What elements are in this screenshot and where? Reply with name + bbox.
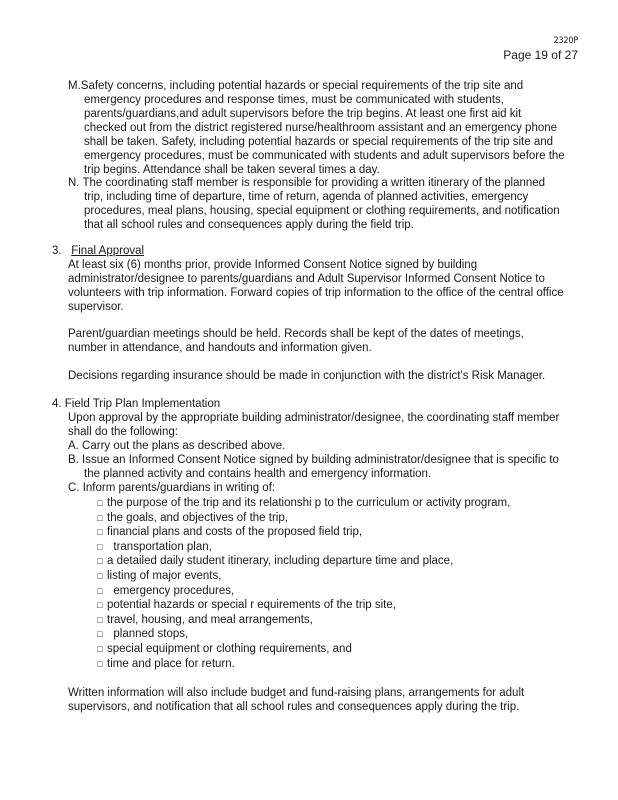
list-item-text: time and place for return.	[107, 657, 235, 670]
text-line: supervisor.	[68, 301, 124, 313]
list-item	[97, 496, 510, 511]
policy-code: 2320P	[553, 36, 578, 46]
checkbox-bullet-icon: □	[97, 527, 103, 538]
text-line: supervisors, and notification that all school rules and consequences apply during the trip.	[68, 701, 520, 713]
section-3-number: 3.	[52, 245, 62, 257]
section-3-para-1	[68, 258, 598, 314]
text-line: administrator/designee to parents/guardians and Adult Supervisor Informed Consent Notice to	[68, 273, 545, 285]
list-item	[97, 598, 510, 613]
text-line: the planned activity and contains health and emergency information.	[84, 468, 432, 480]
list-item	[97, 525, 510, 540]
section-4-closing	[68, 686, 598, 714]
checkbox-bullet-icon: □	[97, 629, 103, 640]
section-4-item-b	[68, 453, 598, 481]
section-3-para-3	[68, 369, 598, 383]
list-item	[97, 627, 510, 642]
list-item-text: financial plans and costs of the proposed field trip,	[107, 526, 363, 539]
checkbox-bullet-icon: □	[97, 541, 103, 552]
text-line: C. Inform parents/guardians in writing of:	[68, 482, 276, 494]
text-line: shall do the following:	[68, 426, 178, 438]
item-m-line: emergency procedures, must be communicated with students and adult supervisors before the	[84, 150, 565, 162]
checkbox-bullet-icon: □	[97, 643, 103, 654]
item-m-line: trip begins. Attendance shall be taken several times a day.	[84, 164, 380, 176]
text-line: A. Carry out the plans as described above.	[68, 440, 286, 452]
list-item-text: emergency procedures,	[107, 584, 235, 597]
text-line: Decisions regarding insurance should be made in conjunction with the district's Risk Manager.	[68, 370, 546, 382]
text-line: Written information will also include budget and fund-raising plans, arrangements for adult	[68, 687, 525, 699]
item-m-line: shall be taken. Safety, including potential hazards or special requirements of the trip site and	[84, 136, 554, 148]
bullet-list	[97, 496, 510, 671]
checkbox-bullet-icon: □	[97, 556, 103, 567]
section-3-heading	[52, 244, 144, 258]
text-line: number in attendance, and handouts and information given.	[68, 342, 372, 354]
list-item-text: listing of major events,	[107, 569, 222, 582]
section-4-item-c	[68, 481, 598, 495]
text-line: At least six (6) months prior, provide Informed Consent Notice signed by building	[68, 259, 478, 271]
item-n-line: that all school rules and consequences apply during the field trip.	[84, 219, 414, 231]
text-line: B. Issue an Informed Consent Notice signed by building administrator/designee that is specific to	[68, 454, 559, 466]
list-item	[97, 584, 510, 599]
list-item	[97, 642, 510, 657]
item-m-line: parents/guardians,and adult supervisors before the trip begins. At least one first aid kit	[84, 108, 522, 120]
text-line: Parent/guardian meetings should be held. Records shall be kept of the dates of meetings,	[68, 328, 524, 340]
item-n-line: trip, including time of departure, time of return, agenda of planned activities, emergency	[84, 191, 529, 203]
list-item	[97, 511, 510, 526]
item-m-line: emergency procedures and response times, must be communicated with students,	[84, 94, 504, 106]
checkbox-bullet-icon: □	[97, 512, 103, 523]
list-item-text: planned stops,	[107, 628, 189, 641]
checkbox-bullet-icon: □	[97, 498, 103, 508]
list-item-text: potential hazards or special r equirements of the trip site,	[107, 599, 396, 612]
checkbox-bullet-icon: □	[97, 658, 103, 669]
checkbox-bullet-icon: □	[97, 570, 103, 581]
list-item-text: travel, housing, and meal arrangements,	[107, 613, 313, 626]
item-m	[68, 79, 598, 177]
list-item	[97, 569, 510, 584]
item-m-line: M.Safety concerns, including potential hazards or special requirements of the trip site and	[68, 80, 524, 92]
list-item-text: the purpose of the trip and its relationshi p to the curriculum or activity program,	[107, 497, 511, 509]
checkbox-bullet-icon: □	[97, 585, 103, 596]
checkbox-bullet-icon: □	[97, 614, 103, 625]
checkbox-bullet-icon: □	[97, 600, 103, 611]
list-item	[97, 613, 510, 628]
list-item	[97, 554, 510, 569]
item-n-line: N. The coordinating staff member is responsible for providing a written itinerary of the planned	[68, 177, 546, 189]
section-4-intro	[68, 411, 598, 439]
section-4-item-a	[68, 439, 598, 453]
section-4-heading: 4. Field Trip Plan Implementation	[52, 398, 221, 410]
list-item	[97, 540, 510, 555]
section-3-para-2	[68, 327, 598, 355]
page-number: Page 19 of 27	[503, 48, 578, 62]
list-item-text: a detailed daily student itinerary, including departure time and place,	[107, 555, 454, 568]
list-item-text: special equipment or clothing requirements, and	[107, 642, 352, 655]
item-n-line: procedures, meal plans, housing, special equipment or clothing requirements, and notification	[84, 205, 560, 217]
text-line: volunteers with trip information. Forward copies of trip information to the office of the central office	[68, 287, 564, 299]
list-item-text: transportation plan,	[107, 540, 212, 553]
list-item	[97, 657, 510, 672]
item-n	[68, 176, 598, 232]
item-m-line: checked out from the district registered nurse/healthroom assistant and an emergency phone	[84, 122, 558, 134]
list-item-text: the goals, and objectives of the trip,	[107, 511, 288, 524]
text-line: Upon approval by the appropriate building administrator/designee, the coordinating staff member	[68, 412, 560, 424]
section-3-title: Final Approval	[71, 245, 145, 257]
